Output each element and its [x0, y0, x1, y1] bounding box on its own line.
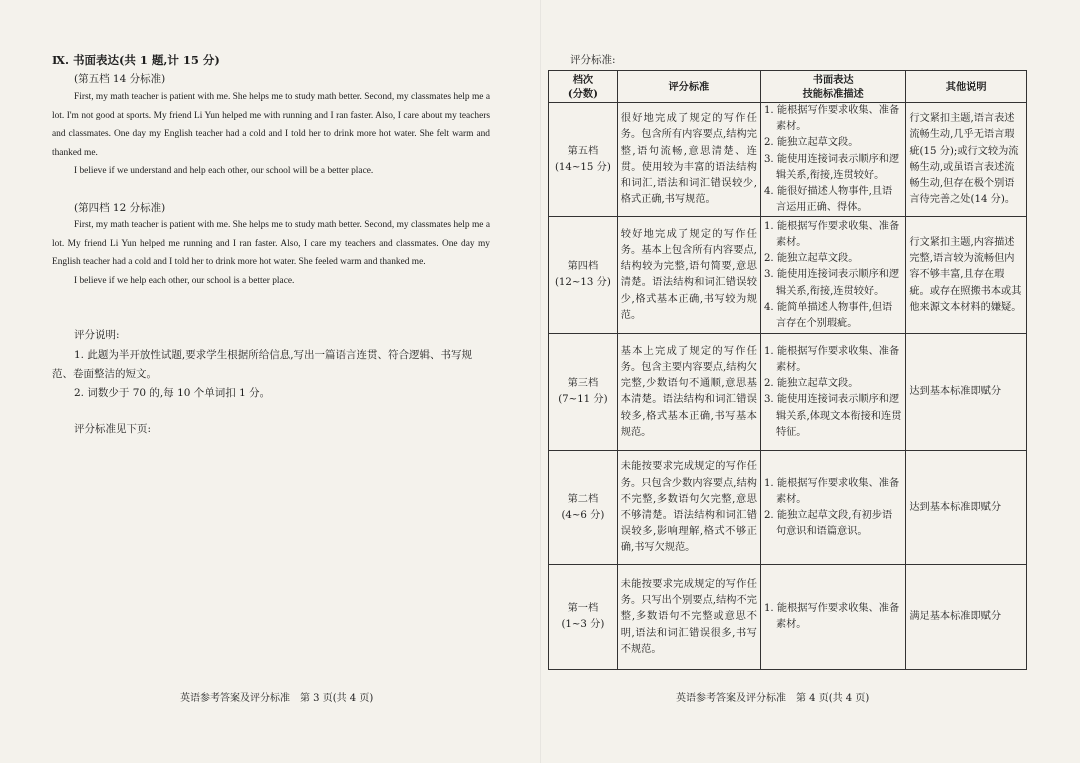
- page-footer: 英语参考答案及评分标准 第 3 页(共 4 页): [180, 693, 374, 704]
- skill-cell: [760, 103, 905, 217]
- skill-item: 4. 能很好描述人物事件,且语言运用正确、得体。: [763, 186, 893, 214]
- other-cell: 行文紧扣主题,内容描述完整,语言较为流畅但内容不够丰富,且存在瑕疵。或存在照搬书本或其他来源文本材料的嫌疑。: [906, 217, 1027, 334]
- skill-cell: [760, 565, 905, 670]
- tier-cell: 第五档 (14~15 分): [549, 103, 618, 217]
- skill-cell: [760, 334, 905, 451]
- other-cell: 行文紧扣主题,语言表述流畅生动,几乎无语言瑕疵(15 分);或行文较为流畅生动,或虽语言表述流畅生动,但存在极个别语言待完善之处(14 分)。: [906, 103, 1027, 217]
- tier4-label: (第四档 12 分标准): [74, 202, 166, 214]
- rubric-row: [549, 217, 1027, 334]
- tier5-label: (第五档 14 分标准): [74, 73, 166, 85]
- explain-item: 2. 词数少于 70 的,每 10 个单词扣 1 分。: [74, 387, 271, 399]
- standard-cell: 基本上完成了规定的写作任务。包含主要内容要点,结构欠完整,少数语句不通顺,意思基本清楚。语法结构和词汇错误较多,格式基本正确,书写基本规范。: [617, 334, 760, 451]
- page-footer: 英语参考答案及评分标准 第 4 页(共 4 页): [676, 693, 870, 704]
- rubric-table: [548, 70, 1027, 670]
- rubric-header-row: [549, 71, 1027, 103]
- essay-paragraph: First, my math teacher is patient with me. She helps me to study math better. Second, my classmates help me a lot. I'm not good at sports. My friend Li Yun helped me with running and I ran faster. Also, I care about my teachers and classmates. One day my English teacher had a cold and I told her to drink more hot water. She felt warm and thanked me.: [52, 92, 490, 158]
- skill-item: 2. 能独立起草文段。: [763, 378, 859, 390]
- tier-cell: 第二档 (4~6 分): [549, 451, 618, 565]
- skill-item: 2. 能独立起草文段。: [763, 137, 859, 149]
- tier-cell: 第三档 (7~11 分): [549, 334, 618, 451]
- tier-cell: 第四档 (12~13 分): [549, 217, 618, 334]
- rubric-row: [549, 334, 1027, 451]
- skill-item: 3. 能使用连接词表示顺序和逻辑关系,衔接,连贯较好。: [763, 269, 900, 297]
- skill-item: 4. 能简单描述人物事件,但语言存在个别瑕疵。: [763, 301, 893, 329]
- essay-paragraph: I believe if we help each other, our school is a better place.: [74, 275, 295, 286]
- explain-list: [52, 346, 492, 403]
- tier-cell: 第一档 (1~3 分): [549, 565, 618, 670]
- skill-item: 1. 能根据写作要求收集、准备素材。: [763, 345, 900, 374]
- standard-cell: 未能按要求完成规定的写作任务。只包含少数内容要点,结构不完整,多数语句欠完整,意思不够清楚。语法结构和词汇错误较多,影响理解,格式不够正确,书写欠规范。: [617, 451, 760, 565]
- skill-item: 2. 能独立起草文段,有初步语句意识和语篇意识。: [763, 509, 893, 538]
- header-standard: 评分标准: [617, 71, 760, 103]
- skill-item: 2. 能独立起草文段。: [763, 253, 859, 265]
- rubric-row: [549, 565, 1027, 670]
- explain-item: 1. 此题为半开放性试题,要求学生根据所给信息,写出一篇语言连贯、符合逻辑、书写规范、卷面整洁的短文。: [52, 349, 473, 380]
- skill-item: 1. 能根据写作要求收集、准备素材。: [763, 220, 900, 248]
- right-page: [540, 0, 1080, 763]
- other-cell: 满足基本标准即赋分: [906, 565, 1027, 670]
- rubric-row: [549, 103, 1027, 217]
- standard-cell: 未能按要求完成规定的写作任务。只写出个别要点,结构不完整,多数语句不完整或意思不明,语法和词汇错误很多,书写不规范。: [617, 565, 760, 670]
- essay-paragraph: I believe if we understand and help each other, our school will be a better place.: [74, 166, 374, 177]
- rubric-title: 评分标准:: [570, 54, 616, 66]
- skill-cell: [760, 217, 905, 334]
- section-title: Ⅸ. 书面表达(共 1 题,计 15 分): [52, 53, 220, 67]
- skill-item: 3. 能使用连接词表示顺序和逻辑关系,衔接,连贯较好。: [763, 153, 900, 181]
- essay-paragraph: First, my math teacher is patient with me. She helps me to study math better. Second, my classmates help me a lot. My friend Li Yun helped me running and I ran faster. Also, I care my teachers and classmates. One day my English teacher had a cold and I told her to drink more hot water. She feeled warm and thanked me.: [52, 220, 490, 268]
- skill-item: 1. 能根据写作要求收集、准备素材。: [763, 603, 900, 631]
- skill-item: 1. 能根据写作要求收集、准备素材。: [763, 105, 900, 133]
- header-tier: 档次 (分数): [549, 71, 618, 103]
- page-fold-line: [540, 0, 541, 763]
- explain-title: 评分说明:: [74, 329, 120, 341]
- skill-cell: [760, 451, 905, 565]
- other-cell: 达到基本标准即赋分: [906, 451, 1027, 565]
- standard-cell: 很好地完成了规定的写作任务。包含所有内容要点,结构完整,语句流畅,意思清楚、连贯。使用较为丰富的语法结构和词汇,语法和词汇错误较少,格式正确,书写规范。: [617, 103, 760, 217]
- skill-item: 1. 能根据写作要求收集、准备素材。: [763, 477, 900, 505]
- header-other: 其他说明: [906, 71, 1027, 103]
- standard-cell: 较好地完成了规定的写作任务。基本上包含所有内容要点,结构较为完整,语句简要,意思清楚。语法结构和词汇错误较少,格式基本正确,书写较为规范。: [617, 217, 760, 334]
- tier4-essay: [52, 216, 490, 290]
- see-below-note: 评分标准见下页:: [74, 423, 152, 435]
- tier5-essay: [52, 88, 490, 181]
- header-skill: 书面表达 技能标准描述: [760, 71, 905, 103]
- skill-item: 3. 能使用连接词表示顺序和逻辑关系,体现文本衔接和连贯特征。: [763, 394, 902, 438]
- rubric-row: [549, 451, 1027, 565]
- other-cell: 达到基本标准即赋分: [906, 334, 1027, 451]
